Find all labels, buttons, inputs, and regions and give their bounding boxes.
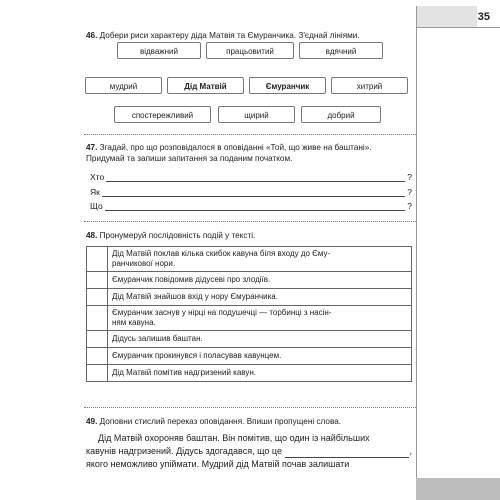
order-input-cell[interactable] (87, 306, 108, 331)
trait-box[interactable]: добрий (301, 106, 381, 123)
table-row (87, 289, 412, 306)
event-line: Дід Матвій знайшов вхід у нору Ємуранчика. (112, 291, 278, 301)
event-text (108, 348, 412, 365)
question-line[interactable] (90, 172, 412, 182)
event-line: Ємуранчик повідомив дідусеві про злодіїв. (112, 274, 271, 284)
task-text: Пронумеруй послідовність подій у тексті. (99, 231, 256, 240)
task-text: Доповни стислий переказ оповідання. Впиши пропущені слова. (99, 417, 342, 426)
table-row (87, 365, 412, 382)
event-text (108, 289, 412, 306)
answer-line[interactable] (102, 187, 405, 197)
trait-box[interactable]: хитрий (331, 77, 408, 94)
page-number-box (416, 6, 500, 28)
order-input-cell[interactable] (87, 348, 108, 365)
order-input-cell[interactable] (87, 247, 108, 272)
question-mark: ? (407, 201, 412, 211)
margin-line (416, 28, 417, 500)
table-row (87, 272, 412, 289)
event-text (108, 306, 412, 331)
table-row (87, 331, 412, 348)
question-start: Як (90, 187, 100, 197)
task-text: Згадай, про що розповідалося в оповіданні «Той, що живе на баштані». (99, 143, 372, 152)
answer-line[interactable] (106, 172, 405, 182)
question-start: Хто (90, 172, 105, 182)
task-46-row-2 (85, 77, 408, 94)
trait-box[interactable]: відважний (117, 42, 201, 59)
question-mark: ? (407, 187, 412, 197)
trait-box[interactable]: спостережливий (114, 106, 211, 123)
question-start: Що (90, 201, 103, 211)
task-number: 48. (86, 231, 98, 240)
event-line: Дід Матвій поклав кілька скибок кавуна біля входу до Єму- (112, 248, 331, 258)
event-text (108, 247, 412, 272)
event-text (108, 331, 412, 348)
event-line: ням кавуна. (112, 318, 156, 327)
task-48-prompt (86, 230, 416, 241)
section-divider (84, 221, 416, 222)
event-line: Дідусь залишив баштан. (112, 333, 203, 343)
task-49-prompt (86, 416, 416, 427)
summary-line: Дід Матвій охороняв баштан. Він помітив, що один із найбільших (98, 433, 370, 443)
summary-text (86, 432, 412, 471)
task-46-prompt (86, 30, 416, 41)
question-line[interactable] (90, 201, 412, 211)
blank-line[interactable] (285, 448, 410, 458)
margin-tab (416, 478, 500, 500)
event-line: Ємуранчик прокинувся і поласував кавунцем. (112, 350, 282, 360)
trait-box[interactable]: вдячний (299, 42, 383, 59)
events-table (86, 246, 412, 382)
character-box[interactable]: Ємуранчик (249, 77, 326, 94)
task-46-row-1 (117, 42, 383, 59)
answer-line[interactable] (105, 201, 406, 211)
task-text: Придумай та запиши запитання за поданим початком. (86, 154, 293, 163)
task-47-prompt (86, 142, 416, 164)
trait-box[interactable]: працьовитий (206, 42, 294, 59)
trait-box[interactable]: щирий (218, 106, 295, 123)
trait-box[interactable]: мудрий (85, 77, 162, 94)
order-input-cell[interactable] (87, 289, 108, 306)
summary-line-with-blank (86, 445, 412, 458)
task-number: 47. (86, 143, 98, 152)
order-input-cell[interactable] (87, 272, 108, 289)
task-number: 46. (86, 31, 98, 40)
summary-line: якого неможливо упіймати. Мудрий дід Матвій почав залишати (86, 459, 350, 469)
comma: , (409, 446, 412, 456)
section-divider (84, 134, 416, 135)
task-46-row-3 (114, 106, 381, 123)
character-box[interactable]: Дід Матвій (167, 77, 244, 94)
event-line: Дід Матвій помітив надгризений кавун. (112, 367, 256, 377)
task-text: Добери риси характеру діда Матвія та Ємуранчика. З'єднай лініями. (99, 31, 360, 40)
table-row (87, 348, 412, 365)
page-number: 35 (477, 11, 490, 23)
question-mark: ? (407, 172, 412, 182)
order-input-cell[interactable] (87, 365, 108, 382)
summary-line-text: кавунів надгризений. Дідусь здогадався, що це (86, 446, 282, 456)
table-row (87, 247, 412, 272)
event-line: Ємуранчик заснув у нірці на подушечці — торбинці з насін- (112, 307, 332, 317)
task-number: 49. (86, 417, 98, 426)
event-text (108, 365, 412, 382)
section-divider (84, 407, 416, 408)
page-number-shade (417, 6, 477, 27)
event-text (108, 272, 412, 289)
question-line[interactable] (90, 187, 412, 197)
event-line: ранчикової нори. (112, 259, 176, 268)
order-input-cell[interactable] (87, 331, 108, 348)
table-row (87, 306, 412, 331)
right-margin (416, 28, 500, 500)
